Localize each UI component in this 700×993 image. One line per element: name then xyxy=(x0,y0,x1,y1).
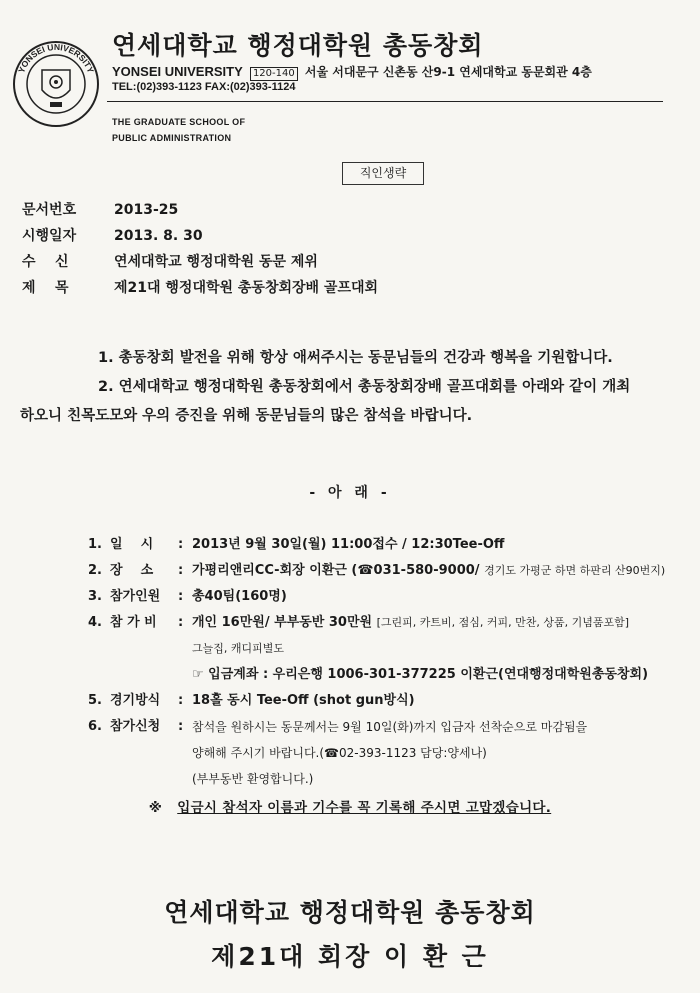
colon: : xyxy=(178,693,184,708)
detail-value: 개인 16만원/ 부부동반 30만원 xyxy=(192,615,373,630)
registration-contact: 양해해 주시기 바랍니다.(☎02-393-1123 담당:양세나) xyxy=(192,746,487,760)
school-english-line2: PUBLIC ADMINISTRATION xyxy=(112,133,232,143)
footer-signer: 제21대 회장 이 환 근 xyxy=(211,942,489,971)
document-meta xyxy=(22,197,378,301)
school-english xyxy=(112,114,245,146)
section-title: - 아 래 - xyxy=(309,485,391,501)
body-paragraph-2a: 2. 연세대학교 행정대학원 총동창회에서 총동창회장배 골프대회를 아래와 같이 개최 xyxy=(98,379,631,395)
colon: : xyxy=(178,615,184,630)
body-paragraph-1: 1. 총동창회 발전을 위해 항상 애써주시는 동문님들의 건강과 행복을 기원합니다. xyxy=(98,350,613,366)
detail-value: 18홀 동시 Tee-Off (shot gun방식) xyxy=(192,693,415,708)
detail-row-fee xyxy=(88,610,665,636)
meta-label: 수 신 xyxy=(22,254,69,270)
meta-row-subject xyxy=(22,275,378,301)
detail-value: 총40팀(160명) xyxy=(192,589,287,604)
meta-row-doc-no xyxy=(22,197,378,223)
bank-account: ☞ 입금계좌 : 우리은행 1006-301-377225 이환근(연대행정대학원총동창회) xyxy=(192,667,649,682)
event-details xyxy=(88,532,665,792)
university-name: YONSEI UNIVERSITY xyxy=(112,64,243,79)
issue-date: 2013. 8. 30 xyxy=(114,228,203,244)
footer-organization: 연세대학교 행정대학원 총동창회 xyxy=(164,898,536,927)
detail-row-datetime xyxy=(88,532,665,558)
colon: : xyxy=(178,537,184,552)
detail-number: 6. xyxy=(88,719,102,734)
notice-text: 입금시 참석자 이름과 기수를 꼭 기록해 주시면 고맙겠습니다. xyxy=(177,800,552,816)
subject: 제21대 행정대학원 총동창회장배 골프대회 xyxy=(114,280,379,296)
tel-fax: TEL:(02)393-1123 FAX:(02)393-1124 xyxy=(112,81,296,93)
university-seal xyxy=(12,40,100,128)
meta-label: 제 목 xyxy=(22,280,69,296)
doc-number: 2013-25 xyxy=(114,202,179,218)
recipient: 연세대학교 행정대학원 동문 제위 xyxy=(114,254,318,270)
notice-mark: ※ xyxy=(148,800,163,816)
detail-number: 4. xyxy=(88,615,102,630)
detail-value: 참석을 원하시는 동문께서는 9월 10일(화)까지 입금자 선착순으로 마감됨을 xyxy=(192,720,588,734)
detail-value: 2013년 9월 30일(월) 11:00접수 / 12:30Tee-Off xyxy=(192,537,505,552)
letter-body xyxy=(20,344,680,431)
detail-row-format xyxy=(88,688,665,714)
detail-address: 경기도 가평군 하면 하판리 산90번지) xyxy=(484,564,666,577)
school-english-line1: THE GRADUATE SCHOOL OF xyxy=(112,117,246,127)
seal-omitted-box: 직인생략 xyxy=(342,162,424,185)
detail-label: 경기방식 xyxy=(110,693,161,708)
colon: : xyxy=(178,589,184,604)
detail-row-registration xyxy=(88,714,665,740)
detail-number: 3. xyxy=(88,589,102,604)
colon: : xyxy=(178,719,184,734)
fee-excludes: 그늘집, 캐디피별도 xyxy=(192,642,285,655)
detail-number: 1. xyxy=(88,537,102,552)
meta-row-date xyxy=(22,223,378,249)
header-divider xyxy=(107,101,663,102)
detail-value: 가평리앤리CC-회장 이환근 (☎031-580-9000/ xyxy=(192,563,480,578)
fee-includes: [그린피, 카트비, 점심, 커피, 만찬, 상품, 기념품포함] xyxy=(376,616,630,629)
registration-note: (부부동반 환영합니다.) xyxy=(192,772,314,786)
zip-code: 120-140 xyxy=(250,67,298,81)
body-paragraph-2b: 하오니 친목도모와 우의 증진을 위해 동문님들의 많은 참석을 바랍니다. xyxy=(20,408,473,424)
detail-label: 일 시 xyxy=(110,537,154,552)
letterhead-title: 연세대학교 행정대학원 총동창회 xyxy=(112,31,484,60)
payment-notice xyxy=(0,796,700,816)
detail-label: 장 소 xyxy=(110,563,154,578)
seal-text: YONSEI UNIVERSITY xyxy=(16,41,96,75)
detail-row-attendees xyxy=(88,584,665,610)
meta-label: 문서번호 xyxy=(22,202,77,218)
university-line xyxy=(112,63,592,81)
meta-row-recipient xyxy=(22,249,378,275)
detail-label: 참가인원 xyxy=(110,589,161,604)
detail-label: 참 가 비 xyxy=(110,615,157,630)
colon: : xyxy=(178,563,184,578)
detail-number: 5. xyxy=(88,693,102,708)
detail-label: 참가신청 xyxy=(110,719,161,734)
meta-label: 시행일자 xyxy=(22,228,77,244)
detail-row-venue xyxy=(88,558,665,584)
address: 서울 서대문구 신촌동 산9-1 연세대학교 동문회관 4층 xyxy=(304,65,592,79)
detail-number: 2. xyxy=(88,563,102,578)
